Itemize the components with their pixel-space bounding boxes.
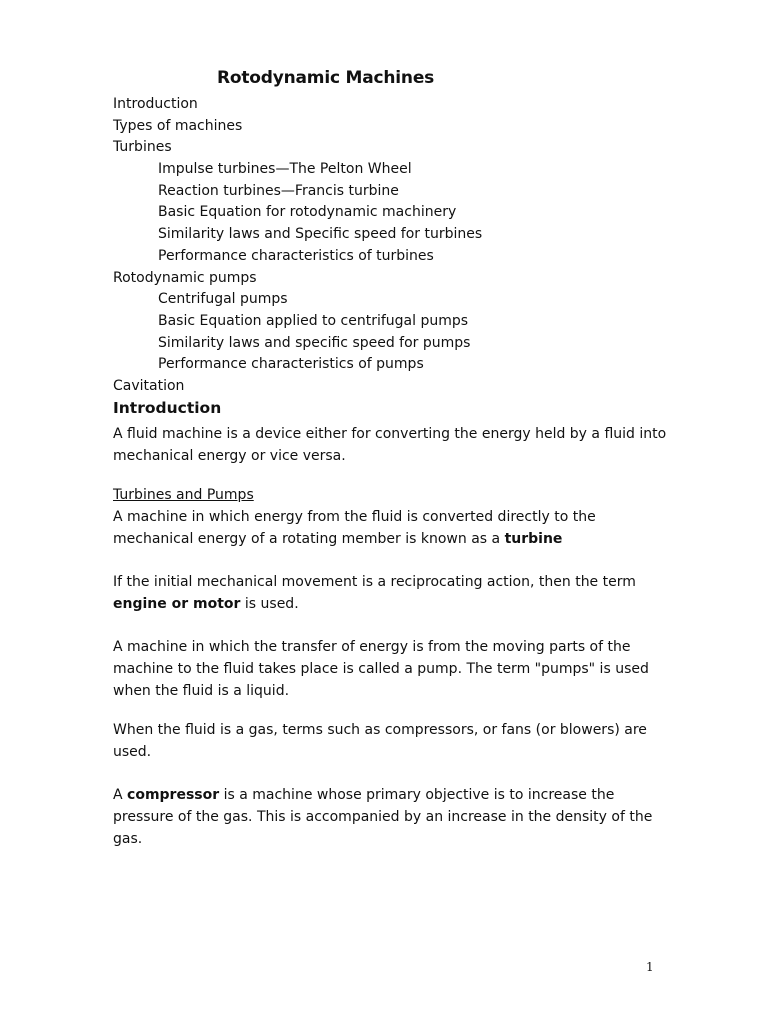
compressor-paragraph-text: is a machine whose primary objective is to increase the pressure of the gas. This is accompanied by an increase in the density of the gas. bbox=[113, 787, 653, 847]
intro-paragraph: A fluid machine is a device either for converting the energy held by a fluid into mechanical energy or vice versa. bbox=[113, 426, 667, 464]
pump-paragraph: A machine in which the transfer of energy is from the moving parts of the machine to the fluid takes place is called a pump. The term "pumps" is used when the fluid is a liquid. bbox=[113, 639, 649, 699]
compressor-paragraph-prefix: A bbox=[113, 787, 128, 803]
toc-item: Basic Equation for rotodynamic machinery bbox=[158, 204, 457, 221]
turbine-paragraph bbox=[113, 506, 673, 550]
toc-item: Cavitation bbox=[113, 377, 185, 394]
compressor-term: compressor bbox=[127, 787, 220, 803]
toc-item: Reaction turbines—Francis turbine bbox=[158, 182, 399, 199]
toc-item: Similarity laws and Specific speed for turbines bbox=[158, 226, 483, 243]
toc-item: Impulse turbines—The Pelton Wheel bbox=[158, 161, 412, 178]
toc-item: Introduction bbox=[113, 96, 198, 112]
engine-paragraph bbox=[113, 571, 673, 615]
turbine-paragraph-text: A machine in which energy from the fluid is converted directly to the mechanical energy of a rotating member is known as a bbox=[113, 509, 596, 547]
turbine-term: turbine bbox=[504, 531, 563, 547]
toc-item: Performance characteristics of pumps bbox=[158, 356, 424, 373]
page-number: 1 bbox=[646, 960, 654, 974]
toc-item: Turbines bbox=[113, 139, 172, 156]
toc-item: Basic Equation applied to centrifugal pumps bbox=[158, 312, 469, 329]
toc-item: Types of machines bbox=[113, 117, 243, 134]
engine-or-motor-term: engine or motor bbox=[113, 596, 241, 612]
engine-paragraph-text: If the initial mechanical movement is a reciprocating action, then the term bbox=[113, 574, 636, 590]
toc-item: Rotodynamic pumps bbox=[113, 269, 257, 286]
document-title: Rotodynamic Machines bbox=[217, 68, 435, 88]
compressor-paragraph bbox=[113, 784, 673, 850]
engine-paragraph-suffix: is used. bbox=[240, 596, 299, 612]
table-of-contents bbox=[113, 94, 482, 398]
gas-paragraph: When the fluid is a gas, terms such as compressors, or fans (or blowers) are used. bbox=[113, 722, 647, 760]
subheading-turbines-and-pumps: Turbines and Pumps bbox=[113, 487, 254, 503]
toc-item: Centrifugal pumps bbox=[158, 291, 288, 308]
toc-item: Performance characteristics of turbines bbox=[158, 247, 434, 264]
toc-item: Similarity laws and specific speed for pumps bbox=[158, 334, 471, 351]
section-heading-introduction: Introduction bbox=[113, 399, 222, 417]
